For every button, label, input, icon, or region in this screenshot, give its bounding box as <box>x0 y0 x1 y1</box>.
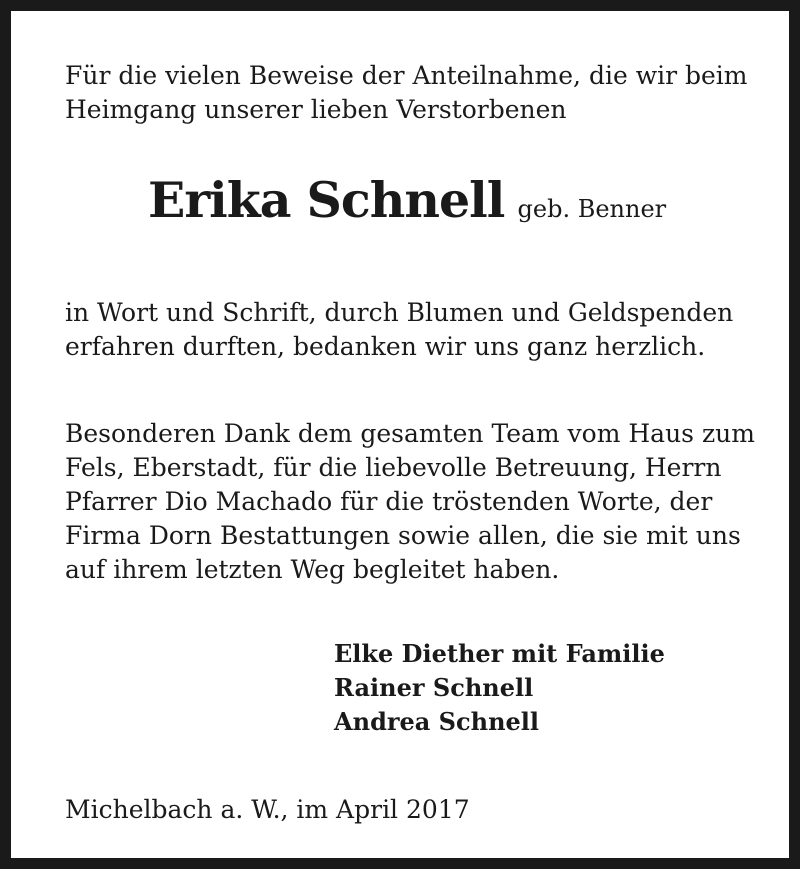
intro-line: Heimgang unserer lieben Verstorbenen <box>65 95 567 124</box>
deceased-name: Erika Schnell <box>148 171 505 229</box>
signature-line: Andrea Schnell <box>334 707 540 736</box>
thanks-line: erfahren durften, bedanken wir uns ganz herzlich. <box>65 332 706 361</box>
special-thanks-line: Pfarrer Dio Machado für die tröstenden Worte, der <box>65 487 713 516</box>
signature-line: Elke Diether mit Familie <box>334 639 665 668</box>
special-thanks-line: Besonderen Dank dem gesamten Team vom Haus zum <box>65 419 755 448</box>
special-thanks-paragraph <box>65 417 755 587</box>
maiden-name: geb. Benner <box>517 195 667 223</box>
thanks-line: in Wort und Schrift, durch Blumen und Geldspenden <box>65 298 734 327</box>
special-thanks-line: Firma Dorn Bestattungen sowie allen, die sie mit uns <box>65 521 741 550</box>
deceased-name-block <box>148 171 666 229</box>
signatures <box>334 637 665 739</box>
thanks-paragraph <box>65 296 733 364</box>
special-thanks-line: auf ihrem letzten Weg begleitet haben. <box>65 555 560 584</box>
special-thanks-line: Fels, Eberstadt, für die liebevolle Betreuung, Herrn <box>65 453 722 482</box>
signature-line: Rainer Schnell <box>334 673 534 702</box>
intro-line: Für die vielen Beweise der Anteilnahme, die wir beim <box>65 61 748 90</box>
place-date: Michelbach a. W., im April 2017 <box>65 795 470 824</box>
intro-paragraph <box>65 59 747 127</box>
